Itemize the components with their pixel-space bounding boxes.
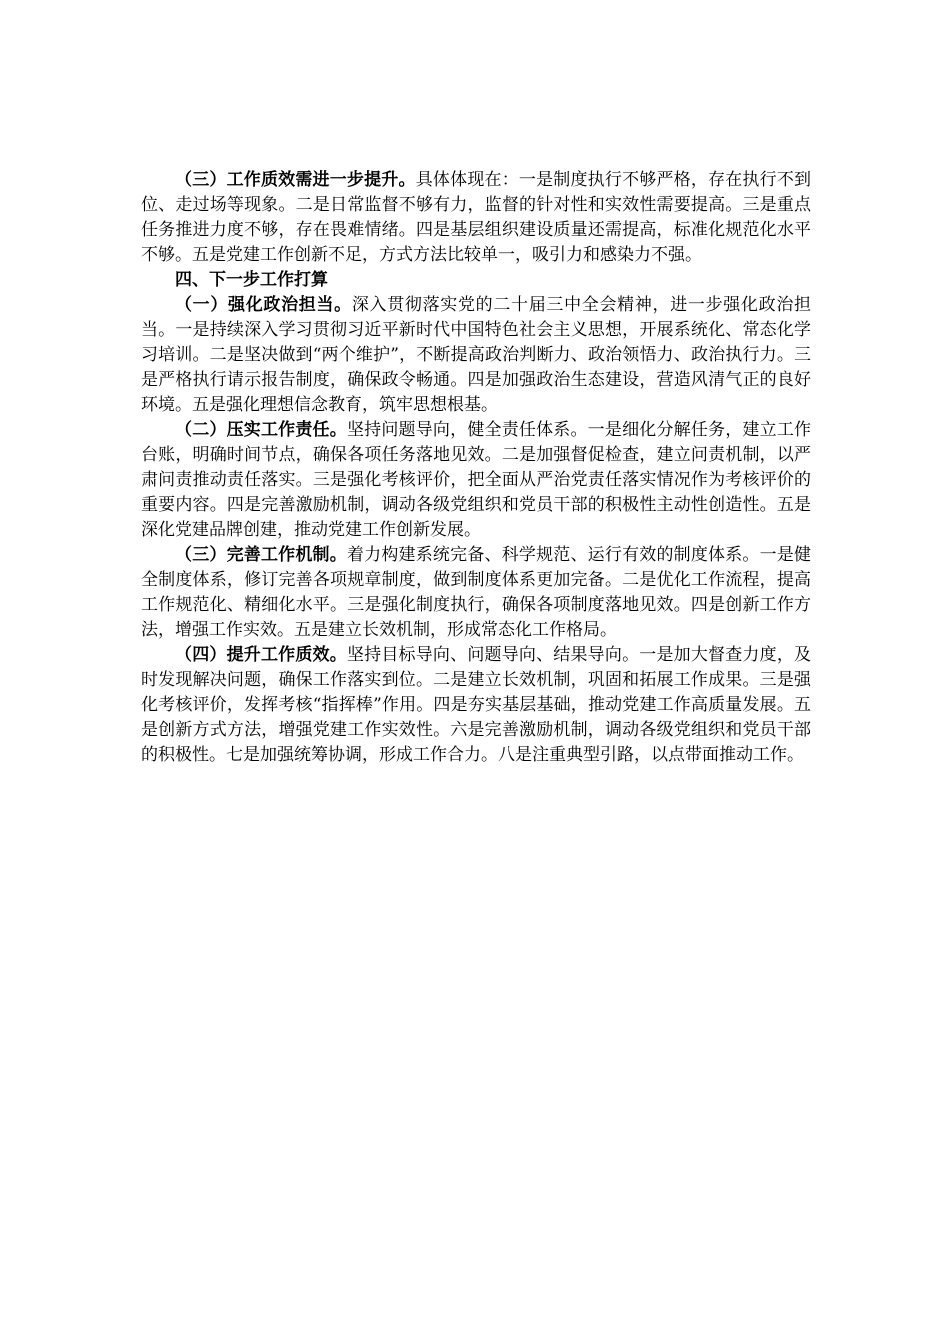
paragraph-lead: （三）完善工作机制。 [175,545,347,565]
paragraph-work-quality-improvement [141,643,811,768]
paragraph-text: 具体体现在：一是制度执行不够严格，存在执行不到位、走过场等现象。二是日常监督不够有力，监督的针对性和实效性需要提高。三是重点任务推进力度不够，存在畏难情绪。四是基层组织建设质量还需提高，标准化规范化水平不够。五是党建工作创新不足，方式方法比较单一，吸引力和感染力不强。 [141,170,812,265]
paragraph-lead: （一）强化政治担当。 [175,295,352,315]
section-heading-next-steps: 四、下一步工作打算 [175,270,328,290]
paragraph-work-quality-issue [141,168,811,268]
paragraph-lead: （三）工作质效需进一步提升。 [175,170,416,190]
paragraph-lead: （二）压实工作责任。 [175,420,347,440]
paragraph-text: 坚持问题导向，健全责任体系。一是细化分解任务，建立工作台账，明确时间节点，确保各项任务落地见效。二是加强督促检查，建立问责机制，以严肃问责推动责任落实。三是强化考核评价，把全面从严治党责任落实情况作为考核评价的重要内容。四是完善激励机制，调动各级党组织和党员干部的积极性主动性创造性。五是深化党建品牌创建，推动党建工作创新发展。 [141,420,812,540]
paragraph-text: 坚持目标导向、问题导向、结果导向。一是加大督查力度，及时发现解决问题，确保工作落实到位。二是建立长效机制，巩固和拓展工作成果。三是强化考核评价，发挥考核“指挥棒”作用。四是夯实基层基础，推动党建工作高质量发展。五是创新方式方法，增强党建工作实效性。六是完善激励机制，调动各级党组织和党员干部的积极性。七是加强统筹协调，形成工作合力。八是注重典型引路，以点带面推动工作。 [141,645,812,765]
paragraph-text: 着力构建系统完备、科学规范、运行有效的制度体系。一是健全制度体系，修订完善各项规章制度，做到制度体系更加完备。二是优化工作流程，提高工作规范化、精细化水平。三是强化制度执行，确保各项制度落地见效。四是创新工作方法，增强工作实效。五是建立长效机制，形成常态化工作格局。 [141,545,812,640]
paragraph-political-responsibility [141,293,811,418]
paragraph-text: 深入贯彻落实党的二十届三中全会精神，进一步强化政治担当。一是持续深入学习贯彻习近平新时代中国特色社会主义思想，开展系统化、常态化学习培训。二是坚决做到“两个维护”，不断提高政治判断力、政治领悟力、政治执行力。三是严格执行请示报告制度，确保政令畅通。四是加强政治生态建设，营造风清气正的良好环境。五是强化理想信念教育，筑牢思想根基。 [141,295,812,415]
document-body [141,168,811,768]
paragraph-work-mechanism [141,543,811,643]
paragraph-lead: （四）提升工作质效。 [175,645,347,665]
paragraph-work-responsibility [141,418,811,543]
